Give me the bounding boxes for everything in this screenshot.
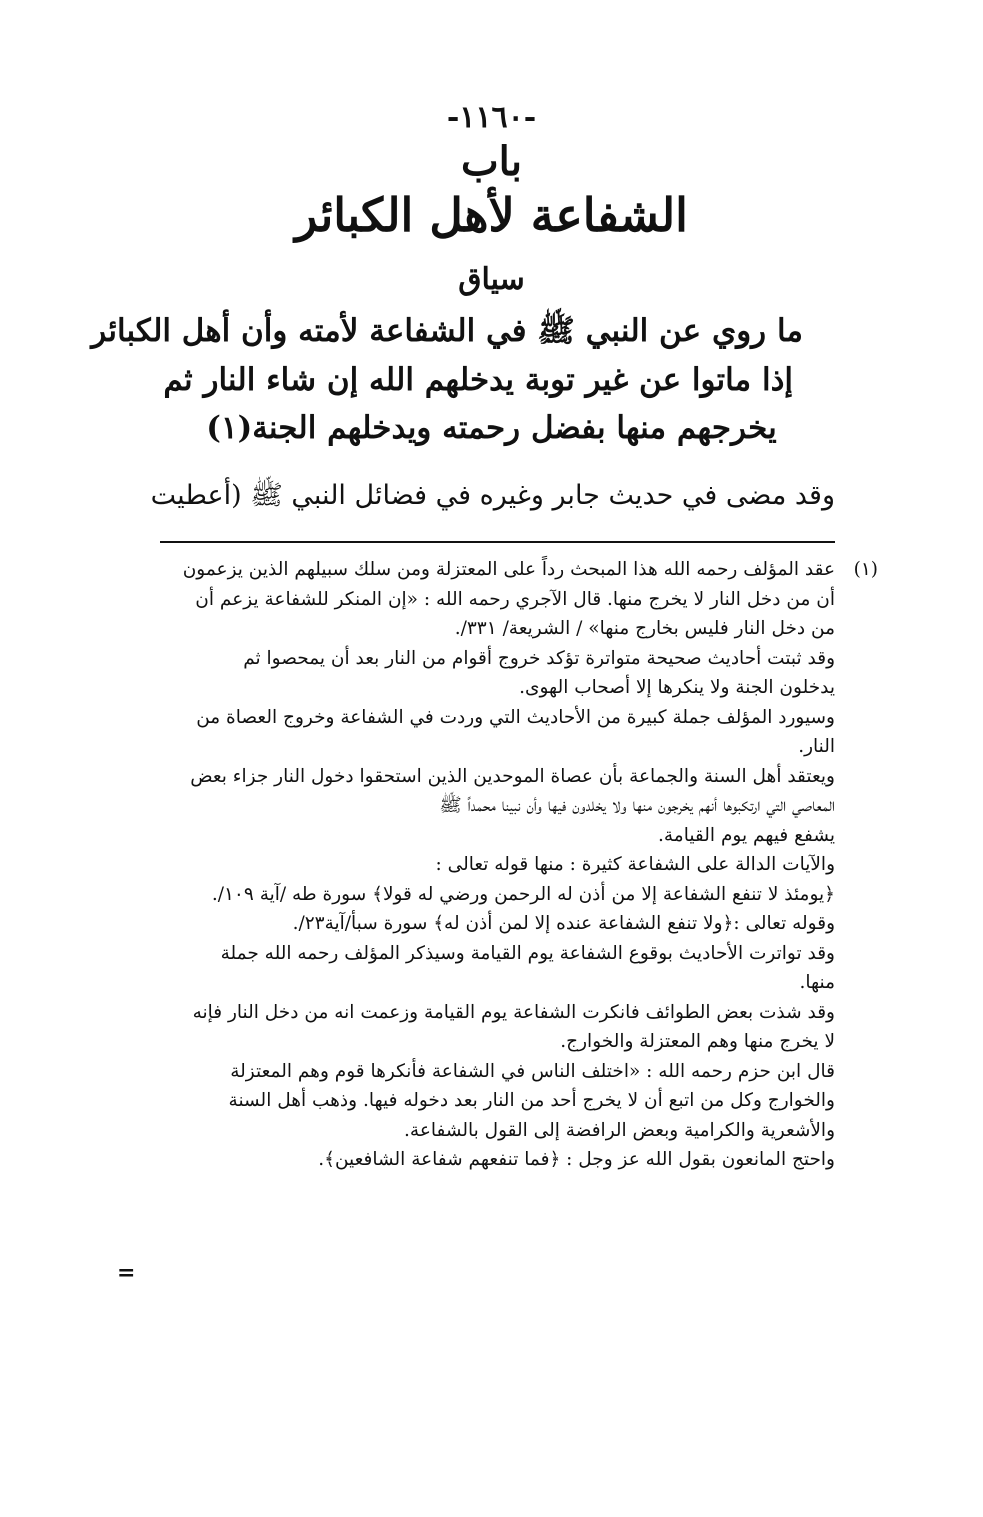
footnote-line: عقد المؤلف رحمه الله هذا المبحث رداً على المعتزلة ومن سلك سبيلهم الذين يزعمون	[182, 559, 835, 580]
footnote-line: وقد شذت بعض الطوائف فانكرت الشفاعة يوم القيامة وزعمت انه من دخل النار فإنه	[192, 1001, 835, 1023]
footnote-line: قال ابن حزم رحمه الله : «اختلف الناس في الشفاعة فأنكرها قوم وهم المعتزلة	[230, 1060, 835, 1082]
footnote-line: يدخلون الجنة ولا ينكرها إلا أصحاب الهوى.	[519, 677, 835, 698]
footnote-line: والخوارج وكل من اتبع أن لا يخرج أحد من النار بعد دخوله فيها. وذهب أهل السنة	[228, 1090, 835, 1111]
footnote-line: المعاصي التي ارتكبوها أنهم يخرجون منها ولا يخلدون فيها وأن نبينا محمداً ﷺ	[439, 795, 835, 816]
chapter-title: الشفاعة لأهل الكبائر	[295, 188, 688, 242]
footnote-line: لا يخرج منها وهم المعتزلة والخوارج.	[560, 1031, 835, 1052]
continued-mark: =	[117, 1260, 136, 1286]
footnote-line: أن من دخل النار لا يخرج منها. قال الآجري رحمه الله : «إن المنكر للشفاعة يزعم أن	[195, 588, 835, 610]
footnote-line: يشفع فيهم يوم القيامة.	[658, 824, 835, 846]
footnote-line: وقوله تعالى :﴿ولا تنفع الشفاعة عنده إلا لمن أذن له﴾ سورة سبأ/آية٢٣/.	[292, 913, 835, 934]
section-label: سياق	[458, 262, 525, 297]
footnote-line: منها.	[799, 972, 835, 993]
footnote-line: وقد تواترت الأحاديث بوقوع الشفاعة يوم القيامة وسيذكر المؤلف رحمه الله جملة	[220, 942, 835, 964]
page-number: -١١٦٠-	[446, 100, 537, 135]
footnote-line: ﴿يومئذ لا تنفع الشفاعة إلا من أذن له الرحمن ورضي له قولا﴾ سورة طه /آية ١٠٩/.	[211, 883, 835, 905]
section-title-line: ما روي عن النبي ﷺ في الشفاعة لأمته وأن أهل الكبائر	[91, 313, 803, 349]
footnote-marker: (١)	[853, 559, 878, 580]
body-text: وقد مضى في حديث جابر وغيره في فضائل النبي ﷺ (أعطيت	[150, 480, 835, 511]
footnote-line: والأشعرية والكرامية وبعض الرافضة إلى القول بالشفاعة.	[404, 1119, 835, 1141]
footnote-line: والآيات الدالة على الشفاعة كثيرة : منها قوله تعالى :	[435, 854, 835, 875]
section-title-line: يخرجهم منها بفضل رحمته ويدخلهم الجنة(١)	[206, 410, 777, 446]
footnote-line: وقد ثبتت أحاديث صحيحة متواترة تؤكد خروج أقوام من النار بعد أن يمحصوا ثم	[243, 647, 835, 669]
footnotes	[130, 555, 835, 1175]
footnote-line: وسيورد المؤلف جملة كبيرة من الأحاديث التي وردت في الشفاعة وخروج العصاة من	[196, 706, 835, 728]
section-title-line: إذا ماتوا عن غير توبة يدخلهم الله إن شاء النار ثم	[163, 362, 793, 398]
chapter-label: باب	[461, 138, 522, 185]
footnote-divider	[160, 541, 835, 543]
footnote-line: ويعتقد أهل السنة والجماعة بأن عصاة الموحدين الذين استحقوا دخول النار جزاء بعض	[190, 765, 835, 787]
footnote-line: النار.	[798, 736, 835, 757]
footnote-line: واحتج المانعون بقول الله عز وجل : ﴿فما تنفعهم شفاعة الشافعين﴾.	[318, 1149, 835, 1170]
footnote-line: من دخل النار فليس بخارج منها» / الشريعة/ ٣٣١/.	[454, 618, 835, 639]
